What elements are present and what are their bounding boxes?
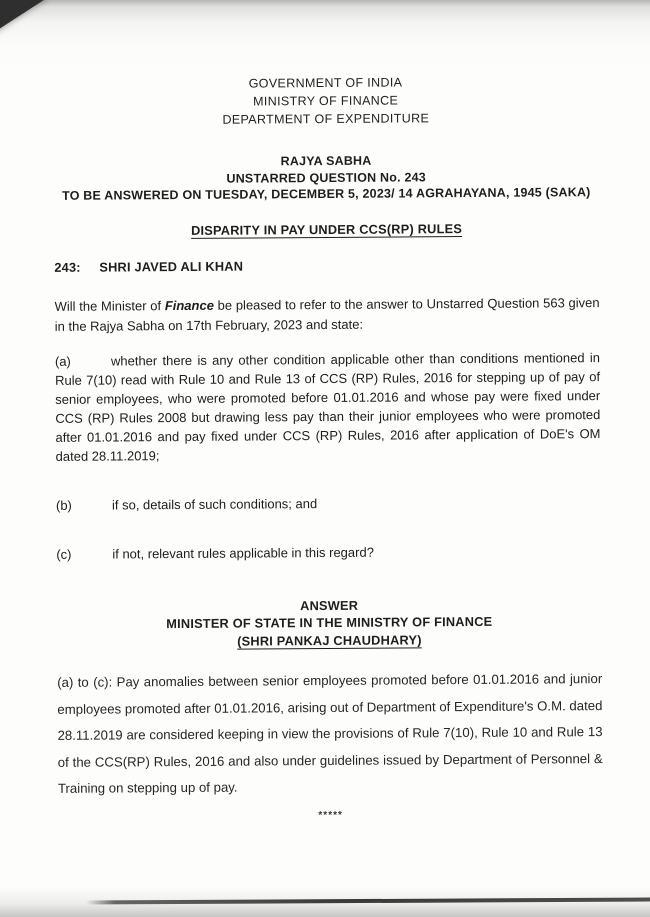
letterhead	[53, 72, 598, 130]
subject-title: DISPARITY IN PAY UNDER CCS(RP) RULES	[190, 220, 463, 238]
question-item-a	[55, 348, 601, 466]
question-label-a: (a)	[54, 353, 71, 369]
session-block	[54, 151, 599, 204]
question-label-b: (b)	[55, 497, 72, 513]
intro-paragraph	[55, 293, 600, 337]
government-title: GOVERNMENT OF INDIA	[248, 75, 403, 91]
question-number-line: UNSTARRED QUESTION No. 243	[226, 169, 426, 186]
answer-heading-block	[57, 595, 602, 651]
question-item-c	[56, 541, 601, 564]
member-line	[54, 256, 599, 275]
answer-date-line: TO BE ANSWERED ON TUESDAY, DECEMBER 5, 2023/ 14 AGRAHAYANA, 1945 (SAKA)	[62, 185, 591, 203]
ministry-title: MINISTRY OF FINANCE	[253, 93, 399, 109]
member-number: 243:	[54, 259, 81, 275]
member-name: SHRI JAVED ALI KHAN	[99, 258, 244, 275]
intro-text-post: be pleased to refer to the answer to Unstarred Question 563 given in the Rajya Sabha on 17th February, 2023 and state:	[54, 294, 600, 334]
minister-title: MINISTER OF STATE IN THE MINISTRY OF FINANCE	[166, 613, 493, 632]
answer-heading: ANSWER	[300, 597, 359, 613]
end-mark: *****	[318, 809, 343, 821]
question-label-c: (c)	[56, 546, 72, 562]
intro-text-pre: Will the Minister of	[54, 297, 165, 314]
question-text-c: if not, relevant rules applicable in this regard?	[112, 544, 374, 561]
intro-text-emphasis: Finance	[164, 297, 214, 313]
question-item-b	[56, 492, 601, 515]
question-text-b: if so, details of such conditions; and	[111, 495, 318, 512]
department-title: DEPARTMENT OF EXPENDITURE	[222, 111, 430, 127]
house-name: RAJYA SABHA	[280, 153, 372, 169]
question-text-a: whether there is any other condition applicable other than conditions mentioned in Rule 7(10) read with Rule 10 and Rule 13 of CCS (RP) Rules, 2016 for stepping up of pay of senior employees, who were promoted before 01.01.2016 and whose pay were fixed under CCS (RP) Rules 2008 but drawing less pay than their junior employees who were promoted after 01.01.2016 and pay fixed under CCS (RP) Rules, 2016 after application of DoE's OM dated 28.11.2019;	[55, 349, 601, 464]
answer-body: (a) to (c): Pay anomalies between senior employees promoted before 01.01.2016 and junior employees promoted after 01.01.2016, arising out of Department of Expenditure's O.M. dated 28.11.2019 are considered keeping in view the provisions of Rule 7(10), Rule 10 and Rule 13 of the CCS(RP) Rules, 2016 and also under guidelines issued by Department of Personnel & Training on stepping up of pay.	[57, 671, 603, 796]
minister-name: (SHRI PANKAJ CHAUDHARY)	[237, 631, 422, 649]
